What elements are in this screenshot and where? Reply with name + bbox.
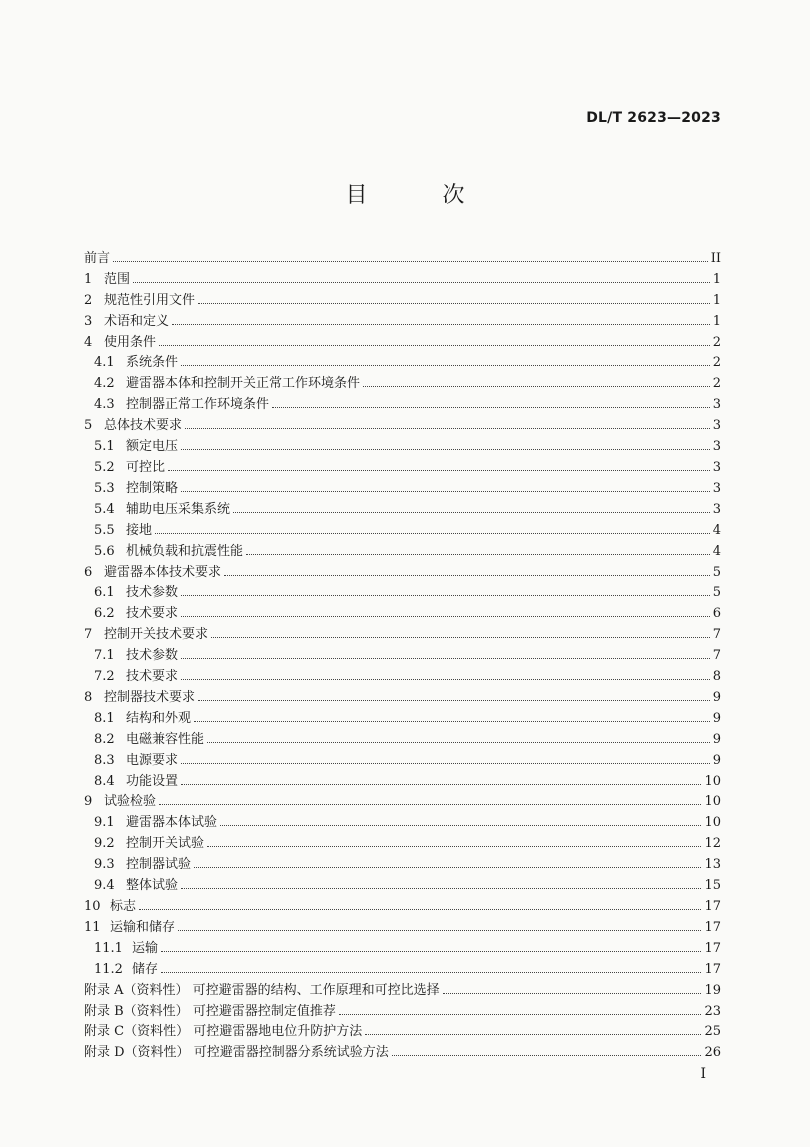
dot-leader	[172, 324, 710, 325]
toc-entry-number: 5.4	[94, 501, 115, 517]
toc-entry-label: 控制器技术要求	[104, 689, 196, 705]
page-number: I	[700, 1066, 706, 1082]
dot-leader	[211, 637, 710, 638]
toc-entry-page: 3	[712, 459, 721, 475]
dot-leader	[185, 428, 710, 429]
toc-entry-page: 9	[712, 689, 721, 705]
dot-leader	[220, 825, 701, 826]
toc-entry-number: 3	[84, 313, 93, 329]
toc-entry-page: II	[710, 250, 721, 266]
dot-leader	[233, 512, 710, 513]
toc-entry-number: 6.2	[94, 606, 115, 622]
toc-entry-page: 3	[712, 501, 721, 517]
toc-entry-label: 前言	[84, 250, 111, 266]
toc-entry-label: 储存	[132, 961, 159, 977]
toc-entry[interactable]	[84, 706, 721, 727]
toc-entry-page: 9	[712, 731, 721, 747]
toc-entry-label: 可控比	[126, 459, 166, 475]
toc-entry[interactable]	[84, 1040, 721, 1061]
toc-entry-page: 12	[704, 836, 721, 852]
dot-leader	[246, 554, 710, 555]
toc-entry-number: 5.5	[94, 522, 115, 538]
toc-entry-number: 9	[84, 794, 93, 810]
toc-entry[interactable]	[84, 560, 721, 581]
toc-entry-number: 11	[84, 919, 101, 935]
toc-entry-label: 技术参数	[126, 585, 179, 601]
toc-entry[interactable]	[84, 330, 721, 351]
toc-entry-page: 2	[712, 376, 721, 392]
document-code: DL/T 2623—2023	[586, 110, 721, 126]
toc-entry-page: 9	[712, 710, 721, 726]
toc-entry[interactable]	[84, 852, 721, 873]
toc-entry-number: 6.1	[94, 585, 115, 601]
toc-entry-label: 技术要求	[126, 669, 179, 685]
toc-entry[interactable]	[84, 643, 721, 664]
toc-entry-label: 控制开关技术要求	[104, 627, 209, 643]
toc-entry-page: 6	[712, 606, 721, 622]
toc-entry-number: 8	[84, 689, 93, 705]
toc-entry-label: 避雷器本体试验	[126, 815, 218, 831]
toc-entry[interactable]	[84, 413, 721, 434]
toc-title: 目 次	[345, 183, 499, 208]
toc-entry-label: 避雷器本体技术要求	[104, 564, 222, 580]
toc-entry-page: 2	[712, 355, 721, 371]
dot-leader	[139, 909, 701, 910]
toc-entry-label: 附录 A（资料性） 可控避雷器的结构、工作原理和可控比选择	[84, 982, 440, 998]
toc-entry[interactable]	[84, 978, 721, 999]
dot-leader	[181, 616, 710, 617]
toc-entry-number: 8.4	[94, 773, 115, 789]
toc-entry-page: 17	[704, 919, 721, 935]
toc-entry[interactable]	[84, 810, 721, 831]
toc-entry[interactable]	[84, 581, 721, 602]
toc-entry-number: 6	[84, 564, 93, 580]
toc-entry-label: 附录 D（资料性） 可控避雷器控制器分系统试验方法	[84, 1045, 389, 1061]
dot-leader	[155, 533, 710, 534]
toc-entry-number: 8.2	[94, 731, 115, 747]
toc-entry-number: 4.1	[94, 355, 115, 371]
toc-entry[interactable]	[84, 727, 721, 748]
toc-entry-label: 运输和储存	[110, 919, 176, 935]
toc-entry[interactable]	[84, 309, 721, 330]
toc-entry[interactable]	[84, 957, 721, 978]
dot-leader	[392, 1055, 702, 1056]
toc-entry-page: 1	[712, 271, 721, 287]
toc-entry-number: 9.1	[94, 815, 115, 831]
toc-entry[interactable]	[84, 1020, 721, 1041]
dot-leader	[207, 846, 701, 847]
dot-leader	[339, 1014, 702, 1015]
toc-entry[interactable]	[84, 539, 721, 560]
toc-entry-number: 7.2	[94, 669, 115, 685]
toc-entry[interactable]	[84, 915, 721, 936]
toc-entry-number: 10	[84, 899, 101, 914]
toc-entry-label: 范围	[104, 271, 131, 287]
toc-entry-label: 避雷器本体和控制开关正常工作环境条件	[126, 376, 361, 392]
toc-entry[interactable]	[84, 790, 721, 811]
toc-entry-page: 3	[712, 439, 721, 455]
toc-entry[interactable]	[84, 246, 721, 267]
toc-entry-page: 15	[704, 878, 721, 894]
toc-entry-page: 10	[704, 815, 721, 831]
dot-leader	[194, 867, 701, 868]
toc-entry-number: 1	[84, 271, 93, 287]
toc-entry-page: 9	[712, 752, 721, 768]
toc-entry[interactable]	[84, 288, 721, 309]
dot-leader	[198, 303, 710, 304]
toc-entry-number: 7.1	[94, 648, 115, 664]
toc-entry-label: 结构和外观	[126, 710, 192, 726]
toc-entry-label: 系统条件	[126, 355, 179, 371]
toc-entry-number: 5	[84, 418, 93, 434]
toc-entry-number: 4	[84, 334, 93, 350]
toc-entry-number: 9.2	[94, 836, 115, 852]
toc-entry[interactable]	[84, 518, 721, 539]
toc-entry-number: 4.3	[94, 397, 115, 413]
toc-entry[interactable]	[84, 999, 721, 1020]
table-of-contents	[84, 246, 721, 1061]
toc-entry-label: 功能设置	[126, 773, 179, 789]
toc-entry[interactable]	[84, 831, 721, 852]
toc-entry[interactable]	[84, 894, 721, 915]
dot-leader	[194, 721, 710, 722]
toc-entry[interactable]	[84, 371, 721, 392]
toc-entry[interactable]	[84, 622, 721, 643]
toc-entry-label: 标志	[110, 899, 137, 914]
toc-entry-label: 使用条件	[104, 334, 157, 350]
toc-entry-page: 5	[712, 564, 721, 580]
dot-leader	[198, 700, 710, 701]
toc-entry-label: 控制策略	[126, 480, 179, 496]
toc-entry[interactable]	[84, 748, 721, 769]
dot-leader	[443, 993, 702, 994]
dot-leader	[159, 345, 710, 346]
toc-entry-number: 7	[84, 627, 93, 643]
toc-entry-label: 控制器正常工作环境条件	[126, 397, 270, 413]
toc-entry[interactable]	[84, 351, 721, 372]
dot-leader	[365, 1034, 701, 1035]
toc-entry-label: 总体技术要求	[104, 418, 183, 434]
toc-entry-page: 5	[712, 585, 721, 601]
toc-entry-page: 4	[712, 522, 721, 538]
toc-entry-number: 2	[84, 292, 93, 308]
toc-entry-label: 辅助电压采集系统	[126, 501, 231, 517]
toc-entry-page: 4	[712, 543, 721, 559]
toc-entry-number: 9.4	[94, 878, 115, 894]
toc-entry[interactable]	[84, 392, 721, 413]
toc-entry[interactable]	[84, 434, 721, 455]
toc-entry-label: 整体试验	[126, 878, 179, 894]
toc-entry-number: 8.1	[94, 710, 115, 726]
toc-entry[interactable]	[84, 873, 721, 894]
toc-entry-page: 26	[704, 1045, 721, 1061]
toc-entry[interactable]	[84, 664, 721, 685]
toc-entry-label: 术语和定义	[104, 313, 170, 329]
toc-entry-number: 5.2	[94, 459, 115, 475]
toc-entry-label: 附录 B（资料性） 可控避雷器控制定值推荐	[84, 1003, 336, 1019]
toc-entry-label: 试验检验	[104, 794, 157, 810]
toc-entry-number: 5.3	[94, 480, 115, 496]
toc-entry-page: 7	[712, 627, 721, 643]
toc-entry[interactable]	[84, 601, 721, 622]
toc-entry[interactable]	[84, 476, 721, 497]
toc-entry-number: 5.1	[94, 439, 115, 455]
toc-entry-page: 3	[712, 418, 721, 434]
dot-leader	[181, 449, 710, 450]
toc-entry-label: 技术参数	[126, 648, 179, 664]
toc-entry-page: 23	[704, 1003, 721, 1019]
toc-entry-label: 额定电压	[126, 439, 179, 455]
dot-leader	[181, 784, 701, 785]
toc-entry-label: 电磁兼容性能	[126, 731, 205, 747]
toc-entry-number: 9.3	[94, 857, 115, 873]
toc-entry-label: 规范性引用文件	[104, 292, 196, 308]
dot-leader	[181, 679, 710, 680]
toc-entry-page: 7	[712, 648, 721, 664]
dot-leader	[161, 972, 701, 973]
dot-leader	[363, 386, 710, 387]
toc-entry-number: 8.3	[94, 752, 115, 768]
toc-entry-number: 11.1	[94, 940, 123, 956]
toc-entry[interactable]	[84, 267, 721, 288]
toc-entry-page: 2	[712, 334, 721, 350]
toc-entry-label: 运输	[132, 940, 159, 956]
toc-entry-page: 19	[704, 982, 721, 998]
dot-leader	[181, 365, 710, 366]
toc-entry-label: 技术要求	[126, 606, 179, 622]
toc-entry-label: 机械负载和抗震性能	[126, 543, 244, 559]
dot-leader	[168, 470, 710, 471]
dot-leader	[181, 595, 710, 596]
toc-entry-number: 11.2	[94, 961, 123, 977]
toc-entry-page: 1	[712, 313, 721, 329]
dot-leader	[178, 930, 701, 931]
toc-entry-label: 控制器试验	[126, 857, 192, 873]
toc-entry[interactable]	[84, 455, 721, 476]
toc-entry-label: 电源要求	[126, 752, 179, 768]
dot-leader	[113, 261, 708, 262]
dot-leader	[272, 407, 710, 408]
toc-entry-number: 4.2	[94, 376, 115, 392]
toc-entry-page: 25	[704, 1024, 721, 1040]
toc-entry-number: 5.6	[94, 543, 115, 559]
toc-entry-page: 10	[704, 794, 721, 810]
dot-leader	[161, 951, 701, 952]
toc-entry-page: 17	[704, 961, 721, 977]
dot-leader	[181, 763, 710, 764]
toc-entry-page: 17	[704, 940, 721, 956]
toc-entry[interactable]	[84, 685, 721, 706]
dot-leader	[224, 575, 710, 576]
toc-entry[interactable]	[84, 769, 721, 790]
toc-entry-label: 附录 C（资料性） 可控避雷器地电位升防护方法	[84, 1024, 363, 1040]
dot-leader	[181, 491, 710, 492]
toc-entry[interactable]	[84, 936, 721, 957]
dot-leader	[207, 742, 710, 743]
toc-entry-page: 1	[712, 292, 721, 308]
toc-entry-page: 8	[712, 669, 721, 685]
toc-entry-page: 3	[712, 397, 721, 413]
dot-leader	[181, 888, 701, 889]
toc-entry-page: 17	[704, 899, 721, 914]
toc-entry-label: 控制开关试验	[126, 836, 205, 852]
toc-entry-page: 10	[704, 773, 721, 789]
toc-entry[interactable]	[84, 497, 721, 518]
dot-leader	[133, 282, 710, 283]
dot-leader	[181, 658, 710, 659]
toc-entry-label: 接地	[126, 522, 153, 538]
toc-entry-page: 13	[704, 857, 721, 873]
dot-leader	[159, 804, 701, 805]
toc-entry-page: 3	[712, 480, 721, 496]
